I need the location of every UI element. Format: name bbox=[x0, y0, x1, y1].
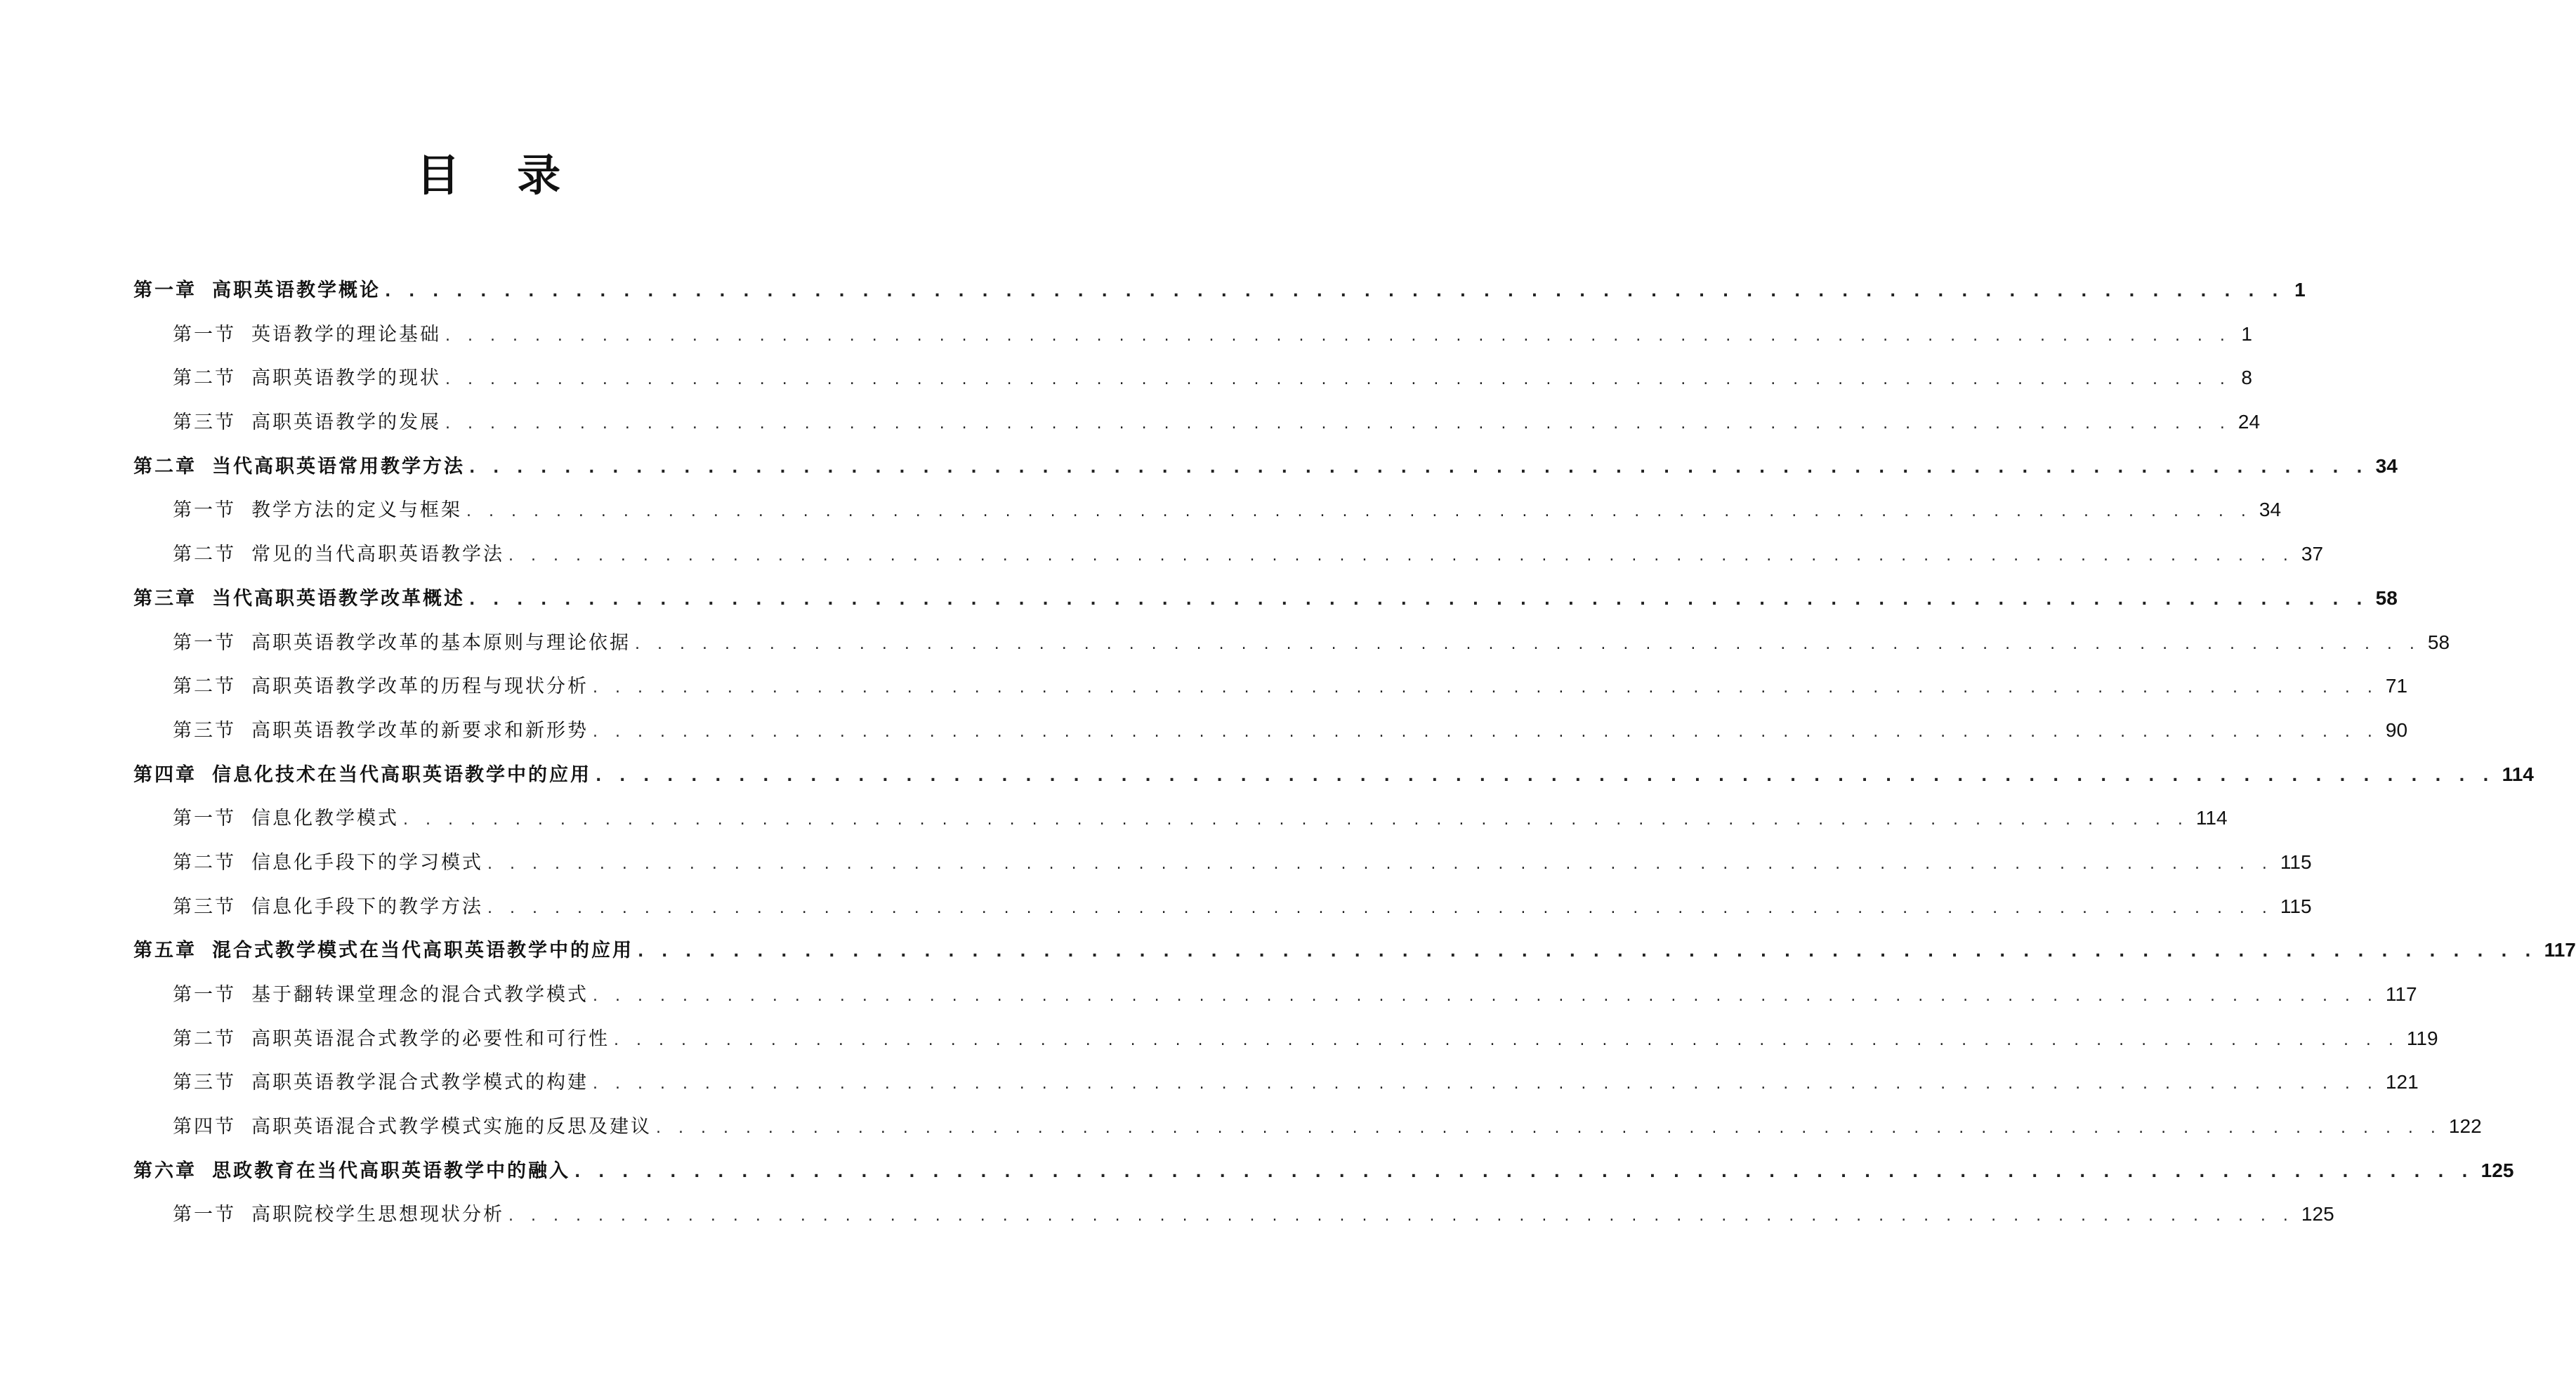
toc-section-entry[interactable] bbox=[133, 621, 2450, 665]
toc-section-entry[interactable] bbox=[133, 841, 2312, 885]
entry-label bbox=[173, 797, 399, 841]
dot-leader: . . . . . . . . . . . . . . . . . . . . . . . . . . . . . . . . . . . . . . . . . . . . . . . . . . . . . . . . . . . . . . . . . . . . . . . . . . . . . . . . bbox=[445, 327, 2231, 345]
entry-number: 第一节 bbox=[173, 323, 236, 346]
entry-title: 高职英语教学的现状 bbox=[251, 367, 441, 390]
page-number: 125 bbox=[2301, 1203, 2334, 1225]
dot-leader: . . . . . . . . . . . . . . . . . . . . . . . . . . . . . . . . . . . . . . . . . . . . . . . . . . . . . . . . . . . . . . . . . . . . . . . . . . . . . . . . bbox=[635, 635, 2421, 653]
entry-label bbox=[173, 313, 441, 357]
entry-label bbox=[133, 754, 591, 798]
entry-title: 当代高职英语教学改革概述 bbox=[212, 587, 465, 610]
entry-label bbox=[173, 622, 631, 666]
entry-number: 第二节 bbox=[173, 1027, 236, 1050]
entry-label bbox=[173, 665, 589, 709]
entry-label bbox=[133, 269, 381, 313]
page-number: 121 bbox=[2385, 1071, 2419, 1093]
entry-number: 第二章 bbox=[133, 455, 197, 478]
entry-title: 高职英语教学概论 bbox=[212, 280, 381, 301]
dot-leader: . . . . . . . . . . . . . . . . . . . . . . . . . . . . . . . . . . . . . . . . . . . . . . . . . . . . . . . . . . . . . . . . . . . . . . . . . . . . . . . . bbox=[593, 723, 2379, 741]
toc-chapter-entry[interactable] bbox=[133, 577, 2398, 621]
entry-title: 高职英语教学的发展 bbox=[251, 412, 441, 434]
entry-number: 第一节 bbox=[173, 631, 236, 654]
table-of-contents bbox=[133, 268, 2576, 1237]
toc-section-entry[interactable] bbox=[133, 313, 2252, 357]
entry-number: 第四节 bbox=[173, 1116, 236, 1138]
dot-leader: . . . . . . . . . . . . . . . . . . . . . . . . . . . . . . . . . . . . . . . . . . . . . . . . . . . . . . . . . . . . . . . . . . . . . . . . . . . . . . . . bbox=[574, 1163, 2474, 1181]
entry-label bbox=[173, 1018, 610, 1062]
dot-leader: . . . . . . . . . . . . . . . . . . . . . . . . . . . . . . . . . . . . . . . . . . . . . . . . . . . . . . . . . . . . . . . . . . . . . . . . . . . . . . . . bbox=[469, 591, 2369, 609]
entry-title: 高职英语教学改革的历程与现状分析 bbox=[251, 676, 589, 698]
page-number: 117 bbox=[2544, 939, 2576, 961]
toc-chapter-entry[interactable] bbox=[133, 753, 2534, 797]
entry-number: 第二节 bbox=[173, 544, 236, 566]
entry-title: 高职英语混合式教学模式实施的反思及建议 bbox=[251, 1116, 652, 1138]
entry-title: 常见的当代高职英语教学法 bbox=[251, 544, 504, 566]
dot-leader: . . . . . . . . . . . . . . . . . . . . . . . . . . . . . . . . . . . . . . . . . . . . . . . . . . . . . . . . . . . . . . . . . . . . . . . . . . . . . . . . bbox=[487, 899, 2273, 917]
entry-label bbox=[173, 357, 441, 401]
dot-leader: . . . . . . . . . . . . . . . . . . . . . . . . . . . . . . . . . . . . . . . . . . . . . . . . . . . . . . . . . . . . . . . . . . . . . . . . . . . . . . . . bbox=[593, 1075, 2379, 1093]
dot-leader: . . . . . . . . . . . . . . . . . . . . . . . . . . . . . . . . . . . . . . . . . . . . . . . . . . . . . . . . . . . . . . . . . . . . . . . . . . . . . . . . bbox=[656, 1119, 2442, 1138]
entry-title: 基于翻转课堂理念的混合式教学模式 bbox=[251, 984, 589, 1006]
page-number: 58 bbox=[2375, 586, 2398, 609]
entry-label bbox=[173, 841, 483, 886]
entry-label bbox=[173, 489, 462, 533]
toc-chapter-entry[interactable] bbox=[133, 268, 2306, 313]
toc-section-entry[interactable] bbox=[133, 885, 2312, 929]
dot-leader: . . . . . . . . . . . . . . . . . . . . . . . . . . . . . . . . . . . . . . . . . . . . . . . . . . . . . . . . . . . . . . . . . . . . . . . . . . . . . . . . bbox=[614, 1031, 2400, 1049]
toc-chapter-entry[interactable] bbox=[133, 928, 2576, 973]
entry-label bbox=[173, 1105, 652, 1150]
entry-number: 第四章 bbox=[133, 763, 197, 786]
entry-label bbox=[133, 577, 465, 622]
toc-section-entry[interactable] bbox=[133, 1060, 2419, 1105]
entry-title: 高职英语教学混合式教学模式的构建 bbox=[251, 1072, 589, 1094]
page-number: 37 bbox=[2301, 543, 2324, 565]
entry-label bbox=[173, 973, 589, 1018]
dot-leader: . . . . . . . . . . . . . . . . . . . . . . . . . . . . . . . . . . . . . . . . . . . . . . . . . . . . . . . . . . . . . . . . . . . . . . . . . . . . . . . . bbox=[508, 1207, 2294, 1225]
page-number: 115 bbox=[2280, 895, 2312, 917]
entry-number: 第五章 bbox=[133, 940, 197, 962]
entry-number: 第一节 bbox=[173, 808, 236, 830]
entry-number: 第六章 bbox=[133, 1159, 197, 1182]
dot-leader: . . . . . . . . . . . . . . . . . . . . . . . . . . . . . . . . . . . . . . . . . . . . . . . . . . . . . . . . . . . . . . . . . . . . . . . . . . . . . . . . bbox=[593, 987, 2379, 1005]
toc-section-entry[interactable] bbox=[133, 488, 2282, 532]
page-number: 34 bbox=[2375, 454, 2398, 477]
page-number: 90 bbox=[2385, 718, 2408, 741]
entry-title: 混合式教学模式在当代高职英语教学中的应用 bbox=[212, 940, 633, 962]
page-number: 114 bbox=[2195, 807, 2228, 829]
toc-section-entry[interactable] bbox=[133, 709, 2408, 753]
entry-number: 第三节 bbox=[173, 1072, 236, 1094]
entry-number: 第三节 bbox=[173, 412, 236, 434]
dot-leader: . . . . . . . . . . . . . . . . . . . . . . . . . . . . . . . . . . . . . . . . . . . . . . . . . . . . . . . . . . . . . . . . . . . . . . . . . . . . . . . . bbox=[385, 283, 2285, 301]
toc-section-entry[interactable] bbox=[133, 356, 2252, 400]
entry-label bbox=[173, 401, 441, 445]
entry-title: 信息化手段下的教学方法 bbox=[251, 895, 483, 918]
entry-label bbox=[173, 1193, 504, 1237]
entry-number: 第二节 bbox=[173, 367, 236, 390]
entry-title: 信息化教学模式 bbox=[251, 808, 399, 830]
page-number: 58 bbox=[2427, 631, 2450, 653]
entry-title: 英语教学的理论基础 bbox=[251, 323, 441, 346]
entry-label bbox=[173, 533, 504, 577]
dot-leader: . . . . . . . . . . . . . . . . . . . . . . . . . . . . . . . . . . . . . . . . . . . . . . . . . . . . . . . . . . . . . . . . . . . . . . . . . . . . . . . . bbox=[403, 811, 2189, 829]
page-number: 8 bbox=[2241, 367, 2252, 389]
page-number: 119 bbox=[2406, 1027, 2438, 1049]
entry-label bbox=[133, 445, 465, 489]
dot-leader: . . . . . . . . . . . . . . . . . . . . . . . . . . . . . . . . . . . . . . . . . . . . . . . . . . . . . . . . . . . . . . . . . . . . . . . . . . . . . . . . bbox=[445, 371, 2231, 389]
entry-label bbox=[133, 1150, 570, 1194]
entry-label bbox=[173, 1061, 589, 1105]
toc-section-entry[interactable] bbox=[133, 796, 2228, 841]
page-number: 115 bbox=[2280, 850, 2312, 873]
page-number: 122 bbox=[2448, 1115, 2482, 1138]
toc-section-entry[interactable] bbox=[133, 532, 2324, 577]
toc-section-entry[interactable] bbox=[133, 664, 2408, 709]
entry-title: 信息化手段下的学习模式 bbox=[251, 851, 483, 874]
entry-number: 第三章 bbox=[133, 587, 197, 610]
dot-leader: . . . . . . . . . . . . . . . . . . . . . . . . . . . . . . . . . . . . . . . . . . . . . . . . . . . . . . . . . . . . . . . . . . . . . . . . . . . . . . . . bbox=[469, 459, 2369, 477]
toc-section-entry[interactable] bbox=[133, 1105, 2482, 1149]
entry-title: 高职英语教学改革的基本原则与理论依据 bbox=[251, 631, 631, 654]
toc-chapter-entry[interactable] bbox=[133, 1149, 2514, 1193]
entry-label bbox=[133, 929, 633, 973]
entry-number: 第一节 bbox=[173, 984, 236, 1006]
entry-title: 信息化技术在当代高职英语教学中的应用 bbox=[212, 763, 591, 786]
entry-number: 第一节 bbox=[173, 1204, 236, 1226]
toc-chapter-entry[interactable] bbox=[133, 445, 2398, 489]
toc-section-entry[interactable] bbox=[133, 1017, 2438, 1061]
dot-leader: . . . . . . . . . . . . . . . . . . . . . . . . . . . . . . . . . . . . . . . . . . . . . . . . . . . . . . . . . . . . . . . . . . . . . . . . . . . . . . . . bbox=[593, 679, 2379, 697]
toc-section-entry[interactable] bbox=[133, 400, 2261, 445]
entry-number: 第一章 bbox=[133, 280, 197, 301]
entry-title: 教学方法的定义与框架 bbox=[251, 499, 462, 522]
page-number: 1 bbox=[2241, 322, 2252, 345]
page-title: 目 录 bbox=[416, 150, 582, 201]
dot-leader: . . . . . . . . . . . . . . . . . . . . . . . . . . . . . . . . . . . . . . . . . . . . . . . . . . . . . . . . . . . . . . . . . . . . . . . . . . . . . . . . bbox=[466, 503, 2252, 521]
entry-number: 第三节 bbox=[173, 895, 236, 918]
entry-title: 当代高职英语常用教学方法 bbox=[212, 455, 465, 478]
page-number: 125 bbox=[2480, 1159, 2514, 1181]
entry-number: 第二节 bbox=[173, 851, 236, 874]
entry-number: 第一节 bbox=[173, 499, 236, 522]
page-number: 114 bbox=[2502, 763, 2534, 785]
page-number: 34 bbox=[2259, 499, 2282, 521]
dot-leader: . . . . . . . . . . . . . . . . . . . . . . . . . . . . . . . . . . . . . . . . . . . . . . . . . . . . . . . . . . . . . . . . . . . . . . . . . . . . . . . . bbox=[638, 943, 2537, 961]
entry-title: 思政教育在当代高职英语教学中的融入 bbox=[212, 1159, 570, 1182]
entry-number: 第三节 bbox=[173, 719, 236, 742]
page-number: 117 bbox=[2385, 983, 2417, 1005]
dot-leader: . . . . . . . . . . . . . . . . . . . . . . . . . . . . . . . . . . . . . . . . . . . . . . . . . . . . . . . . . . . . . . . . . . . . . . . . . . . . . . . . bbox=[445, 415, 2231, 433]
dot-leader: . . . . . . . . . . . . . . . . . . . . . . . . . . . . . . . . . . . . . . . . . . . . . . . . . . . . . . . . . . . . . . . . . . . . . . . . . . . . . . . . bbox=[596, 767, 2495, 785]
page-number: 1 bbox=[2294, 279, 2306, 301]
page-number: 24 bbox=[2237, 411, 2261, 433]
entry-title: 高职英语教学改革的新要求和新形势 bbox=[251, 719, 589, 742]
toc-section-entry[interactable] bbox=[133, 973, 2417, 1017]
entry-title: 高职院校学生思想现状分析 bbox=[251, 1204, 504, 1226]
entry-label bbox=[173, 886, 483, 930]
entry-number: 第二节 bbox=[173, 676, 236, 698]
dot-leader: . . . . . . . . . . . . . . . . . . . . . . . . . . . . . . . . . . . . . . . . . . . . . . . . . . . . . . . . . . . . . . . . . . . . . . . . . . . . . . . . bbox=[508, 547, 2294, 565]
page-number: 71 bbox=[2385, 675, 2408, 697]
entry-label bbox=[173, 709, 589, 754]
dot-leader: . . . . . . . . . . . . . . . . . . . . . . . . . . . . . . . . . . . . . . . . . . . . . . . . . . . . . . . . . . . . . . . . . . . . . . . . . . . . . . . . bbox=[487, 855, 2273, 873]
toc-section-entry[interactable] bbox=[133, 1192, 2334, 1237]
entry-title: 高职英语混合式教学的必要性和可行性 bbox=[251, 1027, 610, 1050]
